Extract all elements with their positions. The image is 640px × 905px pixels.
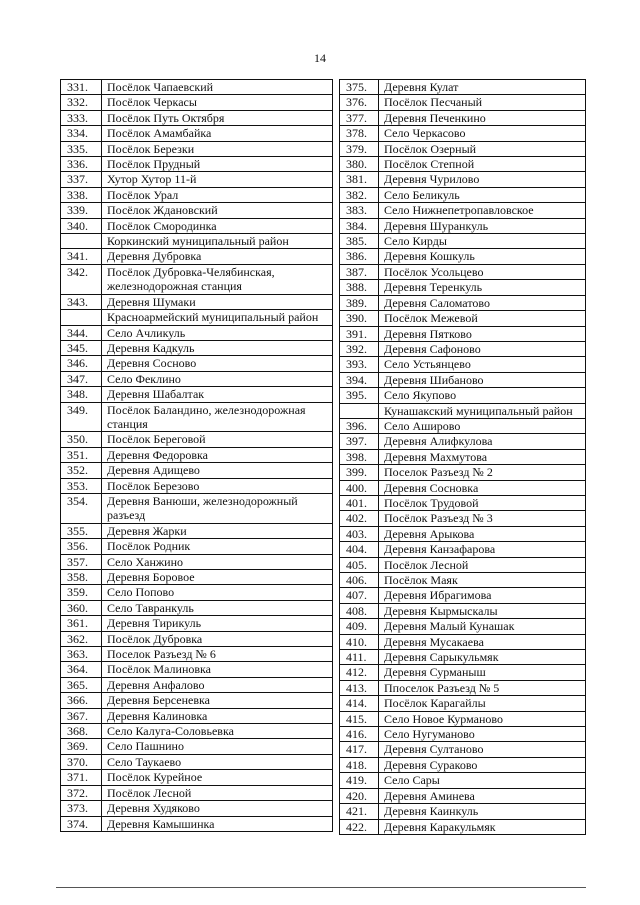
row-number: 419. — [340, 773, 379, 788]
table-row — [340, 819, 586, 834]
settlement-name: Посёлок Амамбайка — [102, 126, 333, 141]
settlement-name: Деревня Каинкуль — [379, 804, 586, 819]
table-row — [340, 157, 586, 172]
table-row — [61, 754, 333, 769]
table-row — [340, 465, 586, 480]
settlement-name: Село Нижнепетропавловское — [379, 203, 586, 218]
table-row — [340, 603, 586, 618]
table-row — [61, 463, 333, 478]
row-number: 366. — [61, 693, 102, 708]
settlement-name: Деревня Сосново — [102, 356, 333, 371]
row-number: 387. — [340, 264, 379, 279]
settlement-name: Посёлок Ждановский — [102, 203, 333, 218]
settlement-name: Деревня Малый Кунашак — [379, 619, 586, 634]
table-row — [61, 631, 333, 646]
row-number: 365. — [61, 677, 102, 692]
row-number: 352. — [61, 463, 102, 478]
row-number: 340. — [61, 218, 102, 233]
row-number: 410. — [340, 634, 379, 649]
settlement-name: Посёлок Путь Октября — [102, 110, 333, 125]
table-row — [340, 357, 586, 372]
table-row — [340, 172, 586, 187]
settlement-name: Село Ханжино — [102, 554, 333, 569]
row-number: 388. — [340, 280, 379, 295]
table-row — [61, 203, 333, 218]
table-row — [340, 372, 586, 387]
table-row — [61, 294, 333, 309]
settlement-name: Посёлок Смородинка — [102, 218, 333, 233]
settlement-name: Деревня Сафоново — [379, 341, 586, 356]
row-number: 421. — [340, 804, 379, 819]
settlement-name: Деревня Шумаки — [102, 294, 333, 309]
table-row — [340, 480, 586, 495]
row-number: 341. — [61, 249, 102, 264]
row-number: 413. — [340, 680, 379, 695]
settlement-name: Посёлок Дубровка — [102, 631, 333, 646]
settlement-name: Посёлок Усольцево — [379, 264, 586, 279]
table-row — [340, 742, 586, 757]
settlement-name: Деревня Боровое — [102, 570, 333, 585]
row-number: 353. — [61, 478, 102, 493]
district-name: Красноармейский муниципальный район — [102, 310, 333, 325]
row-number: 367. — [61, 708, 102, 723]
row-number: 369. — [61, 739, 102, 754]
table-row — [340, 804, 586, 819]
table-row — [340, 773, 586, 788]
settlement-name: Деревня Кошкуль — [379, 249, 586, 264]
settlement-name: Деревня Канзафарова — [379, 542, 586, 557]
settlement-name: Посёлок Черкасы — [102, 95, 333, 110]
table-row — [61, 478, 333, 493]
table-row — [340, 311, 586, 326]
row-number: 411. — [340, 650, 379, 665]
table-row — [340, 80, 586, 95]
table-row — [61, 110, 333, 125]
settlement-name: Село Феклино — [102, 371, 333, 386]
settlement-name: Село Устьянцево — [379, 357, 586, 372]
row-number: 355. — [61, 523, 102, 538]
row-number: 359. — [61, 585, 102, 600]
row-number: 376. — [340, 95, 379, 110]
table-row — [61, 432, 333, 447]
row-number: 385. — [340, 234, 379, 249]
row-number: 370. — [61, 754, 102, 769]
row-number: 420. — [340, 788, 379, 803]
row-number: 333. — [61, 110, 102, 125]
row-number: 379. — [340, 141, 379, 156]
row-number: 345. — [61, 340, 102, 355]
table-row — [340, 680, 586, 695]
settlement-name: Поселок Разъезд № 2 — [379, 465, 586, 480]
table-row — [61, 371, 333, 386]
settlement-name: Село Якупово — [379, 388, 586, 403]
settlement-name: Деревня Сосновка — [379, 480, 586, 495]
settlement-name: Посёлок Озерный — [379, 141, 586, 156]
settlement-name: Посёлок Урал — [102, 187, 333, 202]
row-number: 408. — [340, 603, 379, 618]
row-number: 383. — [340, 203, 379, 218]
settlement-name: Деревня Мусакаева — [379, 634, 586, 649]
row-number: 373. — [61, 801, 102, 816]
settlement-name: Село Попово — [102, 585, 333, 600]
settlement-name: Деревня Берсеневка — [102, 693, 333, 708]
row-number: 404. — [340, 542, 379, 557]
row-number: 360. — [61, 600, 102, 615]
table-row — [340, 141, 586, 156]
row-number: 406. — [340, 573, 379, 588]
row-number: 361. — [61, 616, 102, 631]
row-number: 386. — [340, 249, 379, 264]
table-row — [61, 249, 333, 264]
settlement-name: Деревня Саломатово — [379, 295, 586, 310]
table-row — [61, 387, 333, 402]
district-header-row — [61, 234, 333, 249]
settlement-name: Деревня Алифкулова — [379, 434, 586, 449]
settlement-name: Деревня Шабалтак — [102, 387, 333, 402]
table-row — [61, 647, 333, 662]
settlement-name: Посёлок Чапаевский — [102, 80, 333, 95]
settlement-name: Село Тавранкуль — [102, 600, 333, 615]
row-number: 342. — [61, 264, 102, 294]
table-row — [61, 554, 333, 569]
row-number: 350. — [61, 432, 102, 447]
settlement-name: Посёлок Курейное — [102, 770, 333, 785]
row-number: 372. — [61, 785, 102, 800]
row-number: 395. — [340, 388, 379, 403]
district-name: Коркинский муниципальный район — [102, 234, 333, 249]
settlement-name: Село Пашнино — [102, 739, 333, 754]
table-row — [340, 388, 586, 403]
row-number: 351. — [61, 447, 102, 462]
settlement-name: Деревня Сарыкульмяк — [379, 650, 586, 665]
settlement-name: Деревня Чурилово — [379, 172, 586, 187]
settlement-name: Посёлок Разъезд № 3 — [379, 511, 586, 526]
settlement-name: Деревня Адищево — [102, 463, 333, 478]
row-number: 374. — [61, 816, 102, 831]
table-row — [61, 570, 333, 585]
district-header-row — [61, 310, 333, 325]
row-number: 347. — [61, 371, 102, 386]
table-row — [340, 249, 586, 264]
table-row — [340, 434, 586, 449]
row-number: 332. — [61, 95, 102, 110]
settlement-name: Деревня Камышинка — [102, 816, 333, 831]
table-row — [340, 341, 586, 356]
table-row — [340, 573, 586, 588]
table-row — [61, 356, 333, 371]
row-number: 331. — [61, 80, 102, 95]
table-row — [61, 157, 333, 172]
table-row — [340, 203, 586, 218]
row-number — [61, 310, 102, 325]
row-number: 337. — [61, 172, 102, 187]
row-number: 368. — [61, 724, 102, 739]
settlement-name: Ппоселок Разъезд № 5 — [379, 680, 586, 695]
table-row — [340, 280, 586, 295]
settlement-name: Деревня Калиновка — [102, 708, 333, 723]
settlement-name: Деревня Жарки — [102, 523, 333, 538]
table-row — [61, 801, 333, 816]
row-number: 375. — [340, 80, 379, 95]
row-number: 416. — [340, 727, 379, 742]
row-number: 356. — [61, 539, 102, 554]
table-row — [340, 495, 586, 510]
table-row — [61, 172, 333, 187]
table-row — [340, 95, 586, 110]
table-row — [61, 218, 333, 233]
settlement-name: Посёлок Карагайлы — [379, 696, 586, 711]
settlement-name: Посёлок Родник — [102, 539, 333, 554]
settlement-name: Село Ачликуль — [102, 325, 333, 340]
table-row — [61, 616, 333, 631]
table-row — [340, 187, 586, 202]
settlement-name: Посёлок Степной — [379, 157, 586, 172]
row-number: 336. — [61, 157, 102, 172]
row-number: 389. — [340, 295, 379, 310]
row-number: 371. — [61, 770, 102, 785]
row-number: 412. — [340, 665, 379, 680]
settlement-name: Деревня Федоровка — [102, 447, 333, 462]
settlement-name: Посёлок Межевой — [379, 311, 586, 326]
settlement-name: Село Таукаево — [102, 754, 333, 769]
settlement-name: Деревня Султаново — [379, 742, 586, 757]
settlement-name: Деревня Сурманыш — [379, 665, 586, 680]
table-row — [340, 418, 586, 433]
settlements-table-left — [60, 79, 333, 832]
settlement-name: Деревня Шибаново — [379, 372, 586, 387]
table-row — [340, 634, 586, 649]
table-row — [61, 447, 333, 462]
settlement-name: Деревня Махмутова — [379, 449, 586, 464]
page-number: 14 — [314, 51, 326, 65]
table-row — [61, 340, 333, 355]
table-row — [61, 662, 333, 677]
row-number: 396. — [340, 418, 379, 433]
footer-divider — [56, 887, 586, 888]
table-row — [340, 511, 586, 526]
table-row — [61, 739, 333, 754]
settlement-name: Посёлок Песчаный — [379, 95, 586, 110]
settlement-name: Поселок Разъезд № 6 — [102, 647, 333, 662]
table-row — [61, 187, 333, 202]
table-row — [61, 95, 333, 110]
row-number: 339. — [61, 203, 102, 218]
table-row — [340, 665, 586, 680]
settlement-name: Деревня Дубровка — [102, 249, 333, 264]
table-row — [61, 523, 333, 538]
row-number: 335. — [61, 141, 102, 156]
table-row — [61, 770, 333, 785]
row-number: 349. — [61, 402, 102, 432]
table-row — [340, 110, 586, 125]
settlement-name: Посёлок Баландино, железнодорожная станция — [102, 402, 333, 432]
settlement-name: Деревня Ванюши, железнодорожный разъезд — [102, 493, 333, 523]
table-row — [340, 218, 586, 233]
table-row — [61, 600, 333, 615]
row-number: 403. — [340, 526, 379, 541]
row-number: 382. — [340, 187, 379, 202]
row-number: 417. — [340, 742, 379, 757]
row-number: 357. — [61, 554, 102, 569]
table-row — [340, 449, 586, 464]
settlement-name: Посёлок Прудный — [102, 157, 333, 172]
row-number: 391. — [340, 326, 379, 341]
table-row — [340, 542, 586, 557]
settlement-name: Село Кирды — [379, 234, 586, 249]
table-row — [61, 126, 333, 141]
table-row — [340, 234, 586, 249]
row-number: 418. — [340, 757, 379, 772]
settlement-name: Село Новое Курманово — [379, 711, 586, 726]
settlement-name: Село Аширово — [379, 418, 586, 433]
row-number: 354. — [61, 493, 102, 523]
table-row — [61, 585, 333, 600]
settlement-name: Село Сары — [379, 773, 586, 788]
row-number: 338. — [61, 187, 102, 202]
table-row — [61, 264, 333, 294]
settlement-name: Деревня Кадкуль — [102, 340, 333, 355]
settlement-name: Посёлок Дубровка-Челябинская, железнодорожная станция — [102, 264, 333, 294]
row-number: 398. — [340, 449, 379, 464]
row-number: 390. — [340, 311, 379, 326]
row-number: 409. — [340, 619, 379, 634]
table-row — [61, 724, 333, 739]
row-number — [61, 234, 102, 249]
row-number: 380. — [340, 157, 379, 172]
settlement-name: Деревня Шуранкуль — [379, 218, 586, 233]
settlement-name: Деревня Худяково — [102, 801, 333, 816]
settlement-name: Посёлок Березово — [102, 478, 333, 493]
settlement-name: Село Нугуманово — [379, 727, 586, 742]
row-number: 344. — [61, 325, 102, 340]
row-number: 346. — [61, 356, 102, 371]
settlement-name: Деревня Каракульмяк — [379, 819, 586, 834]
settlement-name: Деревня Сураково — [379, 757, 586, 772]
settlement-name: Деревня Тирикуль — [102, 616, 333, 631]
settlement-name: Село Калуга-Соловьевка — [102, 724, 333, 739]
row-number: 377. — [340, 110, 379, 125]
settlement-name: Деревня Аминева — [379, 788, 586, 803]
table-row — [340, 526, 586, 541]
row-number: 399. — [340, 465, 379, 480]
row-number: 364. — [61, 662, 102, 677]
table-row — [340, 588, 586, 603]
settlement-name: Посёлок Маяк — [379, 573, 586, 588]
row-number: 414. — [340, 696, 379, 711]
row-number: 384. — [340, 218, 379, 233]
table-row — [340, 326, 586, 341]
row-number: 415. — [340, 711, 379, 726]
settlement-name: Посёлок Лесной — [102, 785, 333, 800]
settlement-name: Посёлок Береговой — [102, 432, 333, 447]
row-number: 343. — [61, 294, 102, 309]
table-row — [340, 711, 586, 726]
table-row — [340, 126, 586, 141]
row-number: 402. — [340, 511, 379, 526]
district-header-row — [340, 403, 586, 418]
settlement-name: Деревня Кырмыскалы — [379, 603, 586, 618]
settlement-name: Деревня Ибрагимова — [379, 588, 586, 603]
table-row — [61, 141, 333, 156]
row-number: 397. — [340, 434, 379, 449]
table-row — [340, 696, 586, 711]
row-number: 358. — [61, 570, 102, 585]
settlement-name: Деревня Анфалово — [102, 677, 333, 692]
district-name: Кунашакский муниципальный район — [379, 403, 586, 418]
table-row — [61, 693, 333, 708]
table-row — [61, 539, 333, 554]
table-row — [340, 295, 586, 310]
settlement-name: Хутор Хутор 11-й — [102, 172, 333, 187]
table-row — [61, 325, 333, 340]
table-row — [340, 557, 586, 572]
row-number — [340, 403, 379, 418]
row-number: 392. — [340, 341, 379, 356]
table-row — [61, 402, 333, 432]
table-row — [340, 650, 586, 665]
row-number: 348. — [61, 387, 102, 402]
row-number: 362. — [61, 631, 102, 646]
settlement-name: Деревня Кулат — [379, 80, 586, 95]
row-number: 401. — [340, 495, 379, 510]
settlement-name: Деревня Арыкова — [379, 526, 586, 541]
table-row — [61, 708, 333, 723]
settlement-name: Деревня Пятково — [379, 326, 586, 341]
settlements-table-right — [339, 79, 586, 835]
settlement-name: Посёлок Трудовой — [379, 495, 586, 510]
table-row — [61, 80, 333, 95]
row-number: 400. — [340, 480, 379, 495]
row-number: 407. — [340, 588, 379, 603]
row-number: 363. — [61, 647, 102, 662]
settlement-name: Село Беликуль — [379, 187, 586, 202]
settlement-name: Деревня Теренкуль — [379, 280, 586, 295]
row-number: 394. — [340, 372, 379, 387]
table-row — [340, 619, 586, 634]
settlement-name: Посёлок Березки — [102, 141, 333, 156]
settlement-name: Село Черкасово — [379, 126, 586, 141]
table-row — [340, 264, 586, 279]
table-row — [61, 677, 333, 692]
table-row — [340, 788, 586, 803]
settlement-name: Посёлок Малиновка — [102, 662, 333, 677]
table-row — [340, 727, 586, 742]
row-number: 334. — [61, 126, 102, 141]
settlement-name: Деревня Печенкино — [379, 110, 586, 125]
table-row — [61, 816, 333, 831]
row-number: 378. — [340, 126, 379, 141]
table-row — [340, 757, 586, 772]
table-row — [61, 785, 333, 800]
table-row — [61, 493, 333, 523]
settlement-name: Посёлок Лесной — [379, 557, 586, 572]
row-number: 422. — [340, 819, 379, 834]
row-number: 381. — [340, 172, 379, 187]
row-number: 405. — [340, 557, 379, 572]
row-number: 393. — [340, 357, 379, 372]
